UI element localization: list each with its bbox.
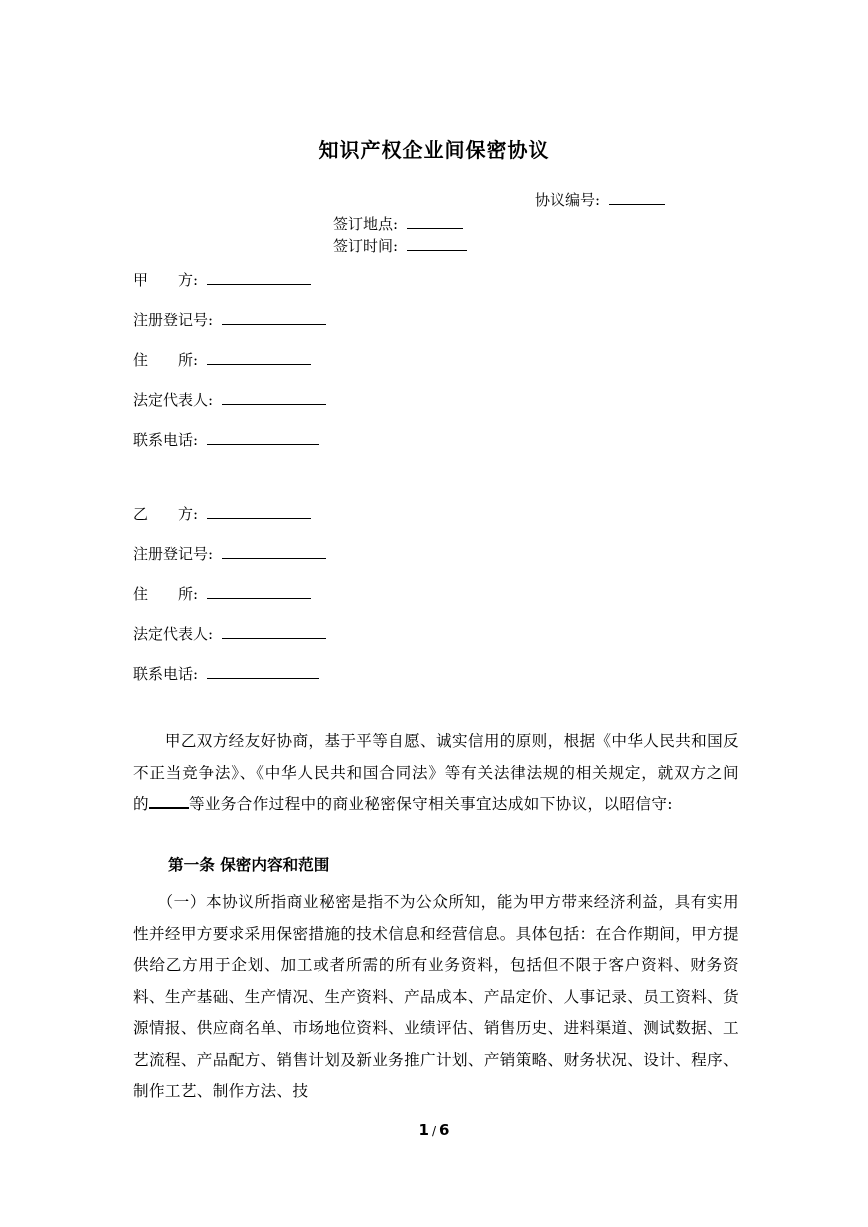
party-a-reg-no-label: 注册登记号: <box>133 311 214 329</box>
party-b-reg-no-label: 注册登记号: <box>133 545 214 563</box>
party-a-phone-field <box>133 428 319 450</box>
party-a-legal-rep-field <box>133 388 326 410</box>
sign-time-label: 签订时间: <box>333 237 399 255</box>
party-b-legal-rep-blank <box>222 622 326 639</box>
party-b-name-label: 乙 方: <box>133 505 199 523</box>
party-a-address-blank <box>207 348 311 365</box>
agreement-number-blank <box>609 188 665 205</box>
party-b-address-label: 住 所: <box>133 585 199 603</box>
preamble-text-part1: 甲乙双方经友好协商，基于平等自愿、诚实信用的原则，根据《中华人民共和国反不正当竞争法》、《中华人民共和国合同法》等有关法律法规的相关规定，就双方之间的 <box>133 732 739 813</box>
party-a-legal-rep-blank <box>222 388 326 405</box>
sign-place-blank <box>407 212 463 229</box>
party-b-phone-blank <box>207 662 319 679</box>
party-b-legal-rep-label: 法定代表人: <box>133 625 214 643</box>
sign-time-field <box>333 234 467 256</box>
party-a-name-field <box>133 268 311 290</box>
article-1-clause-1: （一）本协议所指商业秘密是指不为公众所知，能为甲方带来经济利益，具有实用性并经甲方要求采用保密措施的技术信息和经营信息。具体包括：在合作期间，甲方提供给乙方用于企划、加工或者所需的所有业务资料，包括但不限于客户资料、财务资料、生产基础、生产情况、生产资料、产品成本、产品定价、人事记录、员工资料、货源情报、供应商名单、市场地位资料、业绩评估、销售历史、进料渠道、测试数据、工艺流程、产品配方、销售计划及新业务推广计划、产销策略、财务状况、设计、程序、制作工艺、制作方法、技 <box>133 893 739 1100</box>
party-a-name-label: 甲 方: <box>133 271 199 289</box>
agreement-number-field <box>535 188 665 210</box>
party-b-phone-label: 联系电话: <box>133 665 199 683</box>
current-page: 1 <box>418 1121 429 1139</box>
party-a-reg-no-blank <box>222 308 326 325</box>
party-b-reg-no-blank <box>222 542 326 559</box>
party-a-address-label: 住 所: <box>133 351 199 369</box>
party-b-address-field <box>133 582 311 604</box>
party-b-phone-field <box>133 662 319 684</box>
party-b-name-field <box>133 502 311 524</box>
party-a-phone-label: 联系电话: <box>133 431 199 449</box>
party-b-reg-no-field <box>133 542 326 564</box>
preamble-text-part2: 等业务合作过程中的商业秘密保守相关事宜达成如下协议，以昭信守: <box>188 795 673 813</box>
total-pages: 6 <box>439 1121 450 1139</box>
agreement-number-label: 协议编号: <box>535 191 601 209</box>
party-a-name-blank <box>207 268 311 285</box>
party-a-address-field <box>133 348 311 370</box>
party-a-legal-rep-label: 法定代表人: <box>133 391 214 409</box>
page-separator: / <box>431 1124 437 1138</box>
party-a-phone-blank <box>207 428 319 445</box>
party-b-name-blank <box>207 502 311 519</box>
business-blank <box>149 789 189 809</box>
preamble-paragraph <box>133 726 739 821</box>
party-b-legal-rep-field <box>133 622 326 644</box>
party-a-reg-no-field <box>133 308 326 330</box>
party-b-address-blank <box>207 582 311 599</box>
article-1-heading: 第一条 保密内容和范围 <box>168 855 330 874</box>
sign-time-blank <box>407 234 467 251</box>
document-title: 知识产权企业间保密协议 <box>318 138 550 162</box>
page-number <box>0 1121 868 1139</box>
sign-place-field <box>333 212 463 234</box>
sign-place-label: 签订地点: <box>333 215 399 233</box>
